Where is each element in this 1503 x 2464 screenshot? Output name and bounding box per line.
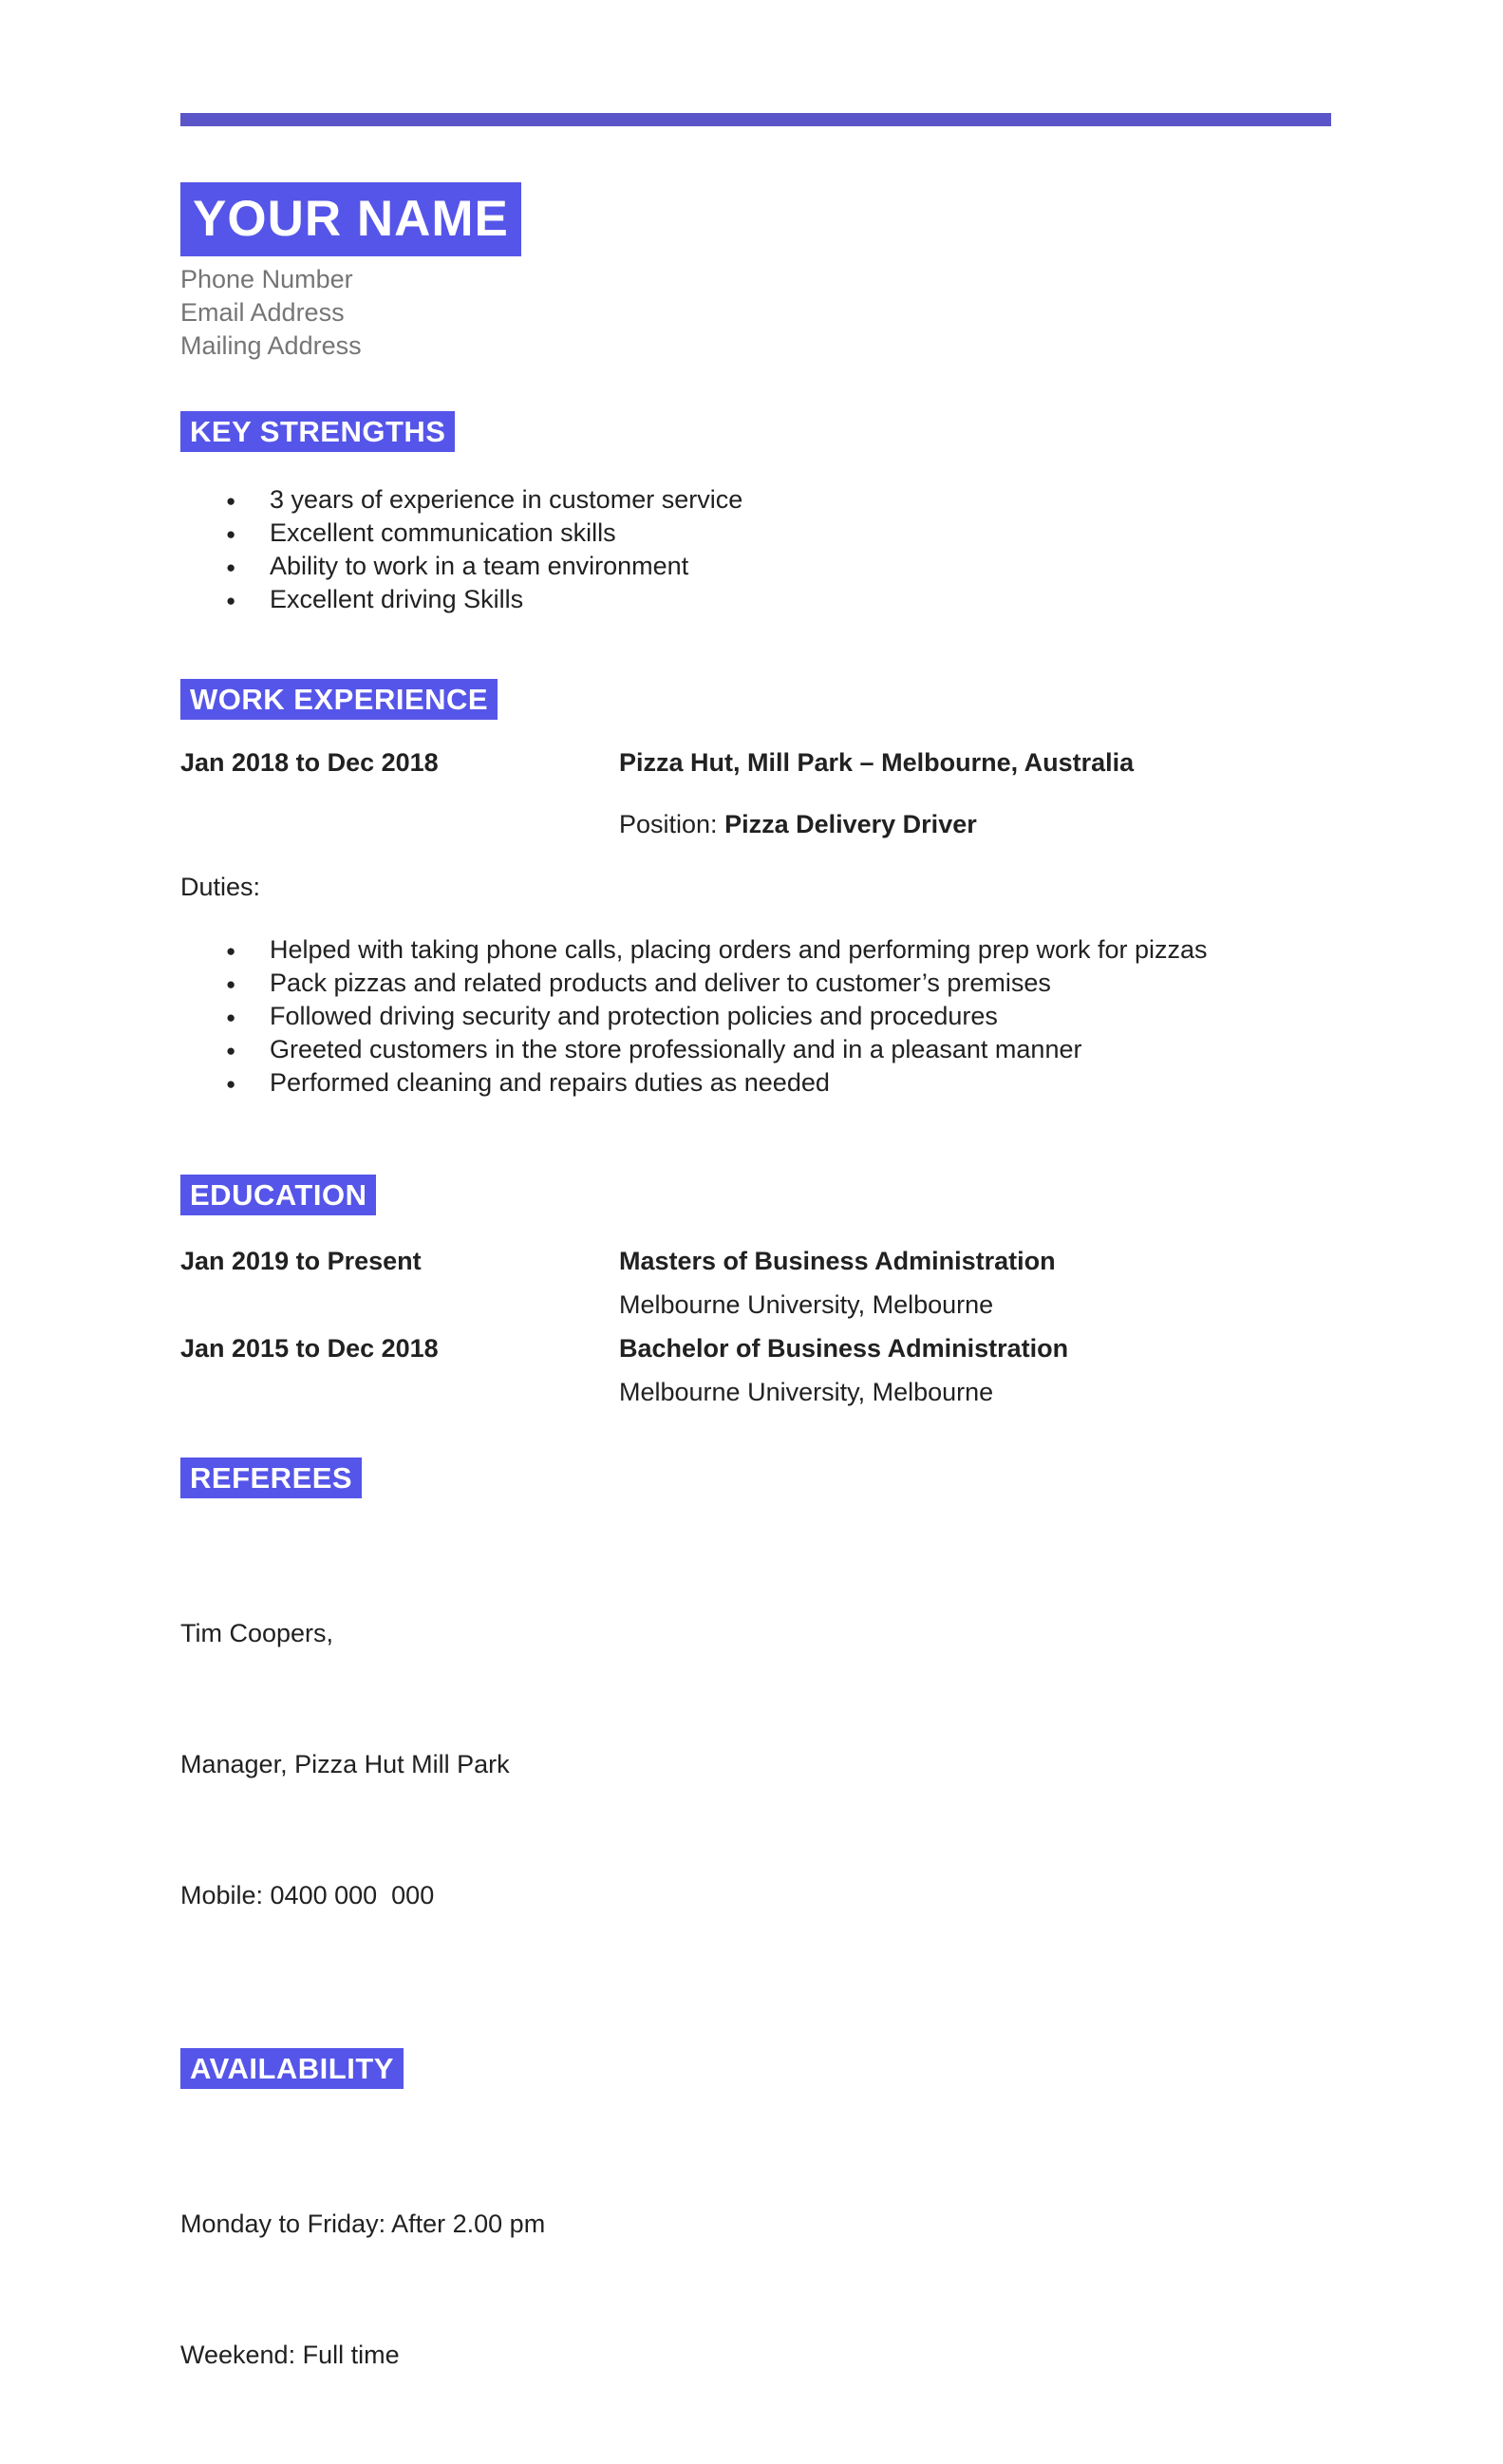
availability-title: AVAILABILITY: [180, 2048, 404, 2089]
education-date-range: Jan 2015 to Dec 2018: [180, 1334, 439, 1363]
header-section: [180, 126, 1331, 363]
availability-weekdays: Monday to Friday: After 2.00 pm: [180, 2210, 546, 2238]
education-spacer: [180, 1283, 619, 1326]
referee-mobile: Mobile: 0400 000 000: [180, 1881, 435, 1909]
availability-block: [180, 2115, 1331, 2464]
availability-weekend: Weekend: Full time: [180, 2341, 400, 2369]
list-item: ● Pack pizzas and related products and deliver to customer’s premises: [180, 967, 1331, 1000]
job-position-spacer: [180, 807, 619, 841]
education-institution: Melbourne University, Melbourne: [619, 1290, 994, 1319]
list-item: ● Excellent driving Skills: [180, 583, 1331, 616]
education-entries: [180, 1239, 1331, 1414]
list-item: ● Ability to work in a team environment: [180, 550, 1331, 583]
list-item: ● 3 years of experience in customer service: [180, 483, 1331, 517]
education-institution: Melbourne University, Melbourne: [619, 1378, 994, 1406]
education-title: EDUCATION: [180, 1175, 376, 1215]
job-employer: Pizza Hut, Mill Park – Melbourne, Australia: [619, 748, 1135, 777]
name-highlight: YOUR NAME: [180, 182, 521, 256]
education-spacer: [180, 1370, 619, 1414]
list-item: ● Greeted customers in the store professionally and in a pleasant manner: [180, 1033, 1331, 1066]
education-section: [180, 1175, 1331, 1414]
work-experience-section: [180, 679, 1331, 1100]
referees-section: [180, 1458, 1331, 2004]
job-position: [619, 807, 1331, 841]
education-degree: Bachelor of Business Administration: [619, 1334, 1069, 1363]
contact-block: [180, 263, 1331, 363]
duties-list: [180, 933, 1331, 1100]
referee-name: Tim Coopers,: [180, 1619, 334, 1647]
position-title: Pizza Delivery Driver: [724, 810, 977, 838]
education-degree: Masters of Business Administration: [619, 1247, 1056, 1275]
contact-mailing-address: Mailing Address: [180, 331, 362, 360]
job-position-row: [180, 807, 1331, 841]
availability-section: [180, 2048, 1331, 2464]
contact-email: Email Address: [180, 298, 345, 327]
job-header-row: [180, 745, 1331, 780]
referee-role: Manager, Pizza Hut Mill Park: [180, 1750, 510, 1778]
education-date-range: Jan 2019 to Present: [180, 1247, 422, 1275]
work-experience-title: WORK EXPERIENCE: [180, 679, 498, 720]
top-accent-rule: [180, 113, 1331, 126]
referees-title: REFEREES: [180, 1458, 362, 1498]
resume-page: [0, 113, 1503, 2369]
position-label: Position:: [619, 810, 718, 838]
referee-block: [180, 1524, 1331, 2004]
key-strengths-title: KEY STRENGTHS: [180, 411, 455, 452]
list-item: ● Helped with taking phone calls, placing orders and performing prep work for pizzas: [180, 933, 1331, 967]
list-item: ● Performed cleaning and repairs duties as needed: [180, 1066, 1331, 1100]
list-item: ● Excellent communication skills: [180, 517, 1331, 550]
list-item: ● Followed driving security and protection policies and procedures: [180, 1000, 1331, 1033]
contact-phone: Phone Number: [180, 265, 353, 293]
duties-label: Duties:: [180, 873, 261, 901]
job-date-range: Jan 2018 to Dec 2018: [180, 748, 439, 777]
key-strengths-list: [180, 483, 1331, 616]
key-strengths-section: [180, 411, 1331, 616]
